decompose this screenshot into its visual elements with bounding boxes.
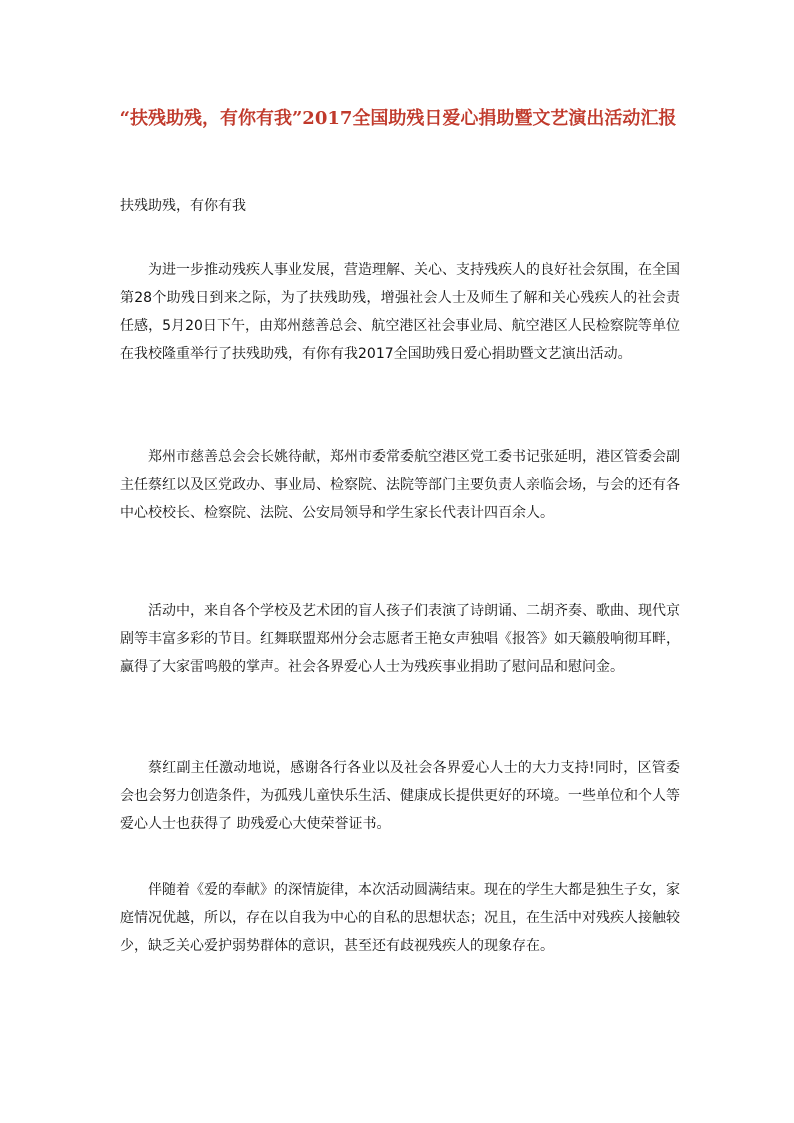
paragraph-3: 活动中，来自各个学校及艺术团的盲人孩子们表演了诗朗诵、二胡齐奏、歌曲、现代京剧等丰富多彩的节目。红舞联盟郑州分会志愿者王艳女声独唱《报答》如天籁般响彻耳畔，赢得了大家雷鸣般的掌声。社会各界爱心人士为残疾事业捐助了慰问品和慰问金。 — [120, 603, 680, 675]
paragraph-4: 蔡红副主任激动地说，感谢各行各业以及社会各界爱心人士的大力支持!同时，区管委会也会努力创造条件，为孤残儿童快乐生活、健康成长提供更好的环境。一些单位和个人等爱心人士也获得了 助残爱心大使荣誉证书。 — [120, 760, 680, 832]
document-title: “扶残助残，有你有我”2017全国助残日爱心捐助暨文艺演出活动汇报 — [119, 108, 677, 129]
paragraph-2: 郑州市慈善总会会长姚待献，郑州市委常委航空港区党工委书记张延明，港区管委会副主任蔡红以及区党政办、事业局、检察院、法院等部门主要负责人亲临会场，与会的还有各中心校校长、检察院、法院、公安局领导和学生家长代表计四百余人。 — [120, 449, 680, 521]
paragraph-1: 为进一步推动残疾人事业发展，营造理解、关心、支持残疾人的良好社会氛围，在全国第28个助残日到来之际，为了扶残助残，增强社会人士及师生了解和关心残疾人的社会责任感，5月20日下午，由郑州慈善总会、航空港区社会事业局、航空港区人民检察院等单位在我校隆重举行了扶残助残，有你有我2017全国助残日爱心捐助暨文艺演出活动。 — [120, 262, 680, 362]
document-subtitle: 扶残助残，有你有我 — [120, 198, 246, 214]
paragraph-5: 伴随着《爱的奉献》的深情旋律，本次活动圆满结束。现在的学生大都是独生子女，家庭情况优越，所以，存在以自我为中心的自私的思想状态；况且，在生活中对残疾人接触较少，缺乏关心爱护弱势群体的意识，甚至还有歧视残疾人的现象存在。 — [120, 882, 680, 954]
